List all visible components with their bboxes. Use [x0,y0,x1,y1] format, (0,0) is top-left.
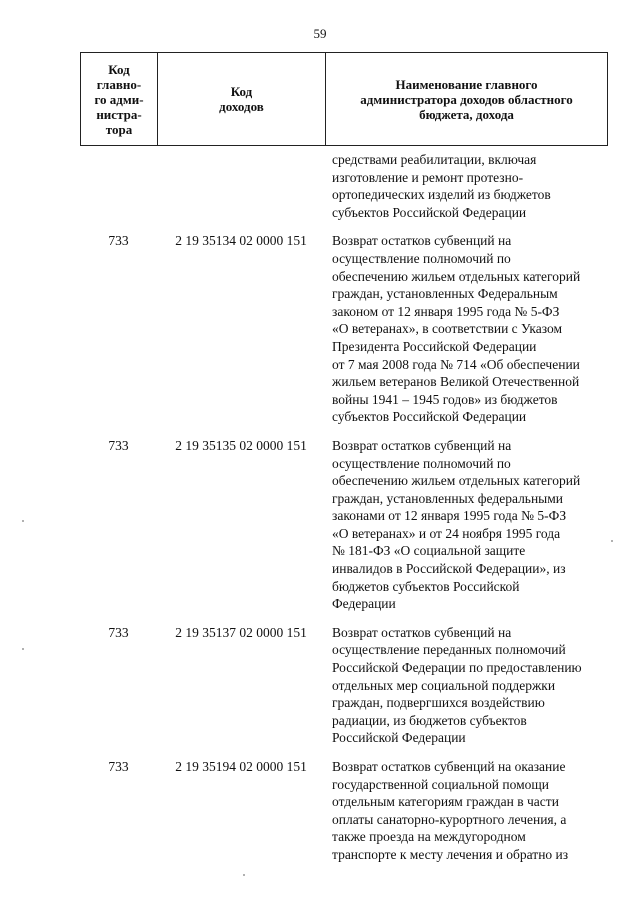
header-income-code: Код доходов [158,53,326,145]
table-row [80,232,608,426]
header-admin-code: Код главно- го адми- нистра- тора [81,53,158,145]
page-number: 59 [313,26,327,41]
income-code-cell [157,151,325,221]
income-code-cell: 2 19 35134 02 0000 151 [175,233,307,249]
admin-code-cell: 733 [108,759,129,774]
admin-code-cell [80,151,157,221]
table-row [80,624,608,747]
header-name: Наименование главного администратора доходов областного бюджета, дохода [360,76,573,122]
table-header [80,52,608,146]
admin-code-cell: 733 [108,624,129,640]
table-row [80,437,608,613]
scan-speck [22,520,24,522]
description-cell: Возврат остатков субвенций на оказание государственной социальной помощи отдельным категориям граждан в части оплаты санаторно-курортного лечения, а также проезда на междугородном транспорте к месту лечения и обратно из [332,759,569,862]
scan-speck [243,874,245,876]
income-code-cell: 2 19 35135 02 0000 151 [175,437,307,453]
table-row [80,151,608,221]
description-cell: Возврат остатков субвенций на осуществление полномочий по обеспечению жильем отдельных категорий граждан, установленных Федеральным законом от 12 января 1995 года № 5-ФЗ «О ветеранах», в соответствии с Указом Президента Российской Федерации от 7 мая 2008 года № 714 «Об обеспечении жильем ветеранов Великой Отечественной войны 1941 – 1945 годов» из бюджетов субъектов Российской Федерации [332,233,581,425]
description-cell: Возврат остатков субвенций на осуществление переданных полномочий Российской Федерации по предоставлению отдельных мер социальной поддержки граждан, подвергшихся воздействию радиации, из бюджетов субъектов Российской Федерации [332,624,582,746]
table-row [80,758,608,864]
description-cell: средствами реабилитации, включая изготовление и ремонт протезно- ортопедических изделий из бюджетов субъектов Российской Федерации [332,152,551,220]
scan-speck [22,648,24,650]
admin-code-cell: 733 [108,233,129,249]
income-code-cell: 2 19 35137 02 0000 151 [175,624,307,640]
table-body [80,151,608,864]
description-cell: Возврат остатков субвенций на осуществление полномочий по обеспечению жильем отдельных категорий граждан, установленных федеральными законами от 12 января 1995 года № 5-ФЗ «О ветеранах» и от 24 ноября 1995 года № 181-ФЗ «О социальной защите инвалидов в Российской Федерации», из бюджетов субъектов Российской Федерации [332,437,581,612]
admin-code-cell: 733 [108,437,129,453]
scan-speck [611,540,613,542]
income-code-cell: 2 19 35194 02 0000 151 [175,759,307,774]
